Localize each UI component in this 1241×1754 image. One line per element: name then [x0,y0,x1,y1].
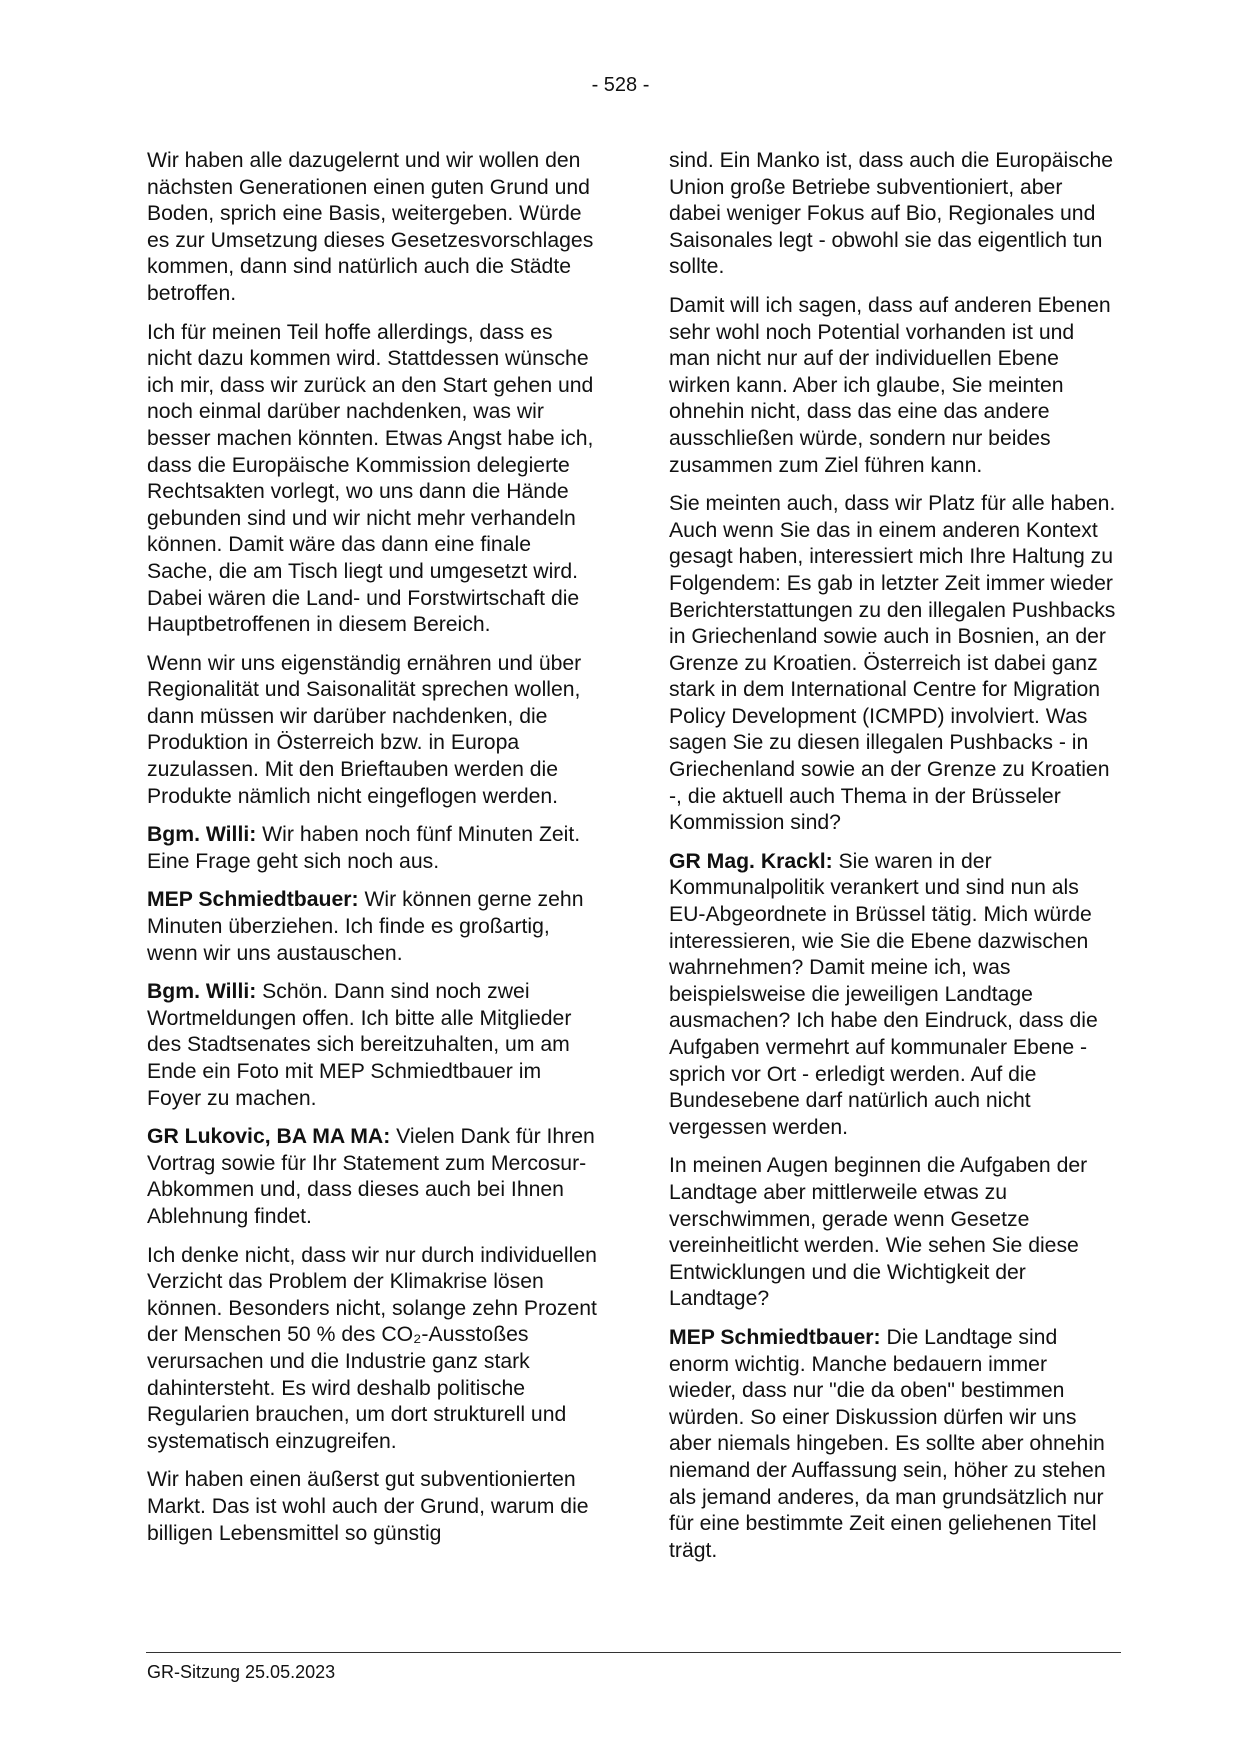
speaker-paragraph [669,1325,1119,1564]
speaker-name: Bgm. Willi: [147,823,257,847]
paragraph-text: Damit will ich sagen, dass auf anderen Ebenen sehr wohl noch Potential vorhanden ist und man nicht nur auf der individuellen Ebene wirken kann. Aber ich glaube, Sie meinten ohnehin nicht, dass das eine das andere ausschließen würde, sondern nur beides zusammen zum Ziel führen kann. [669,293,1111,477]
paragraph [147,320,597,639]
paragraph-text: Ich denke nicht, dass wir nur durch individuellen Verzicht das Problem der Klimakrise lösen können. Besonders nicht, solange zehn Prozent der Menschen 50 % des CO₂-Ausstoßes verursachen und die Industrie ganz stark dahintersteht. Es wird deshalb politische Regularien brauchen, um dort strukturell und systematisch einzugreifen. [147,1243,597,1453]
paragraph-text: Sie waren in der Kommunalpolitik verankert und sind nun als EU-Abgeordnete in Brüssel tätig. Mich würde interessieren, wie Sie die Ebene dazwischen wahrnehmen? Damit meine ich, was beispielsweise die jeweiligen Landtage ausmachen? Ich habe den Eindruck, dass die Aufgaben vermehrt auf kommunaler Ebene - sprich vor Ort - erledigt werden. Auf die Bundesebene darf natürlich auch nicht vergessen werden. [669,849,1098,1139]
right-column [669,148,1119,1576]
paragraph [147,148,597,308]
paragraph-text: Vielen Dank für Ihren Vortrag sowie für Ihr Statement zum Mercosur-Abkommen und, dass dieses auch bei Ihnen Ablehnung findet. [147,1125,595,1228]
paragraph [669,148,1119,281]
speaker-name: MEP Schmiedtbauer: [147,888,359,912]
speaker-name: MEP Schmiedtbauer: [669,1325,881,1349]
paragraph-text: Sie meinten auch, dass wir Platz für alle haben. Auch wenn Sie das in einem anderen Kontext gesagt haben, interessiert mich Ihre Haltung zu Folgendem: Es gab in letzter Zeit immer wieder Berichterstattungen zu den illegalen Pushbacks in Griechenland sowie auch in Bosnien, an der Grenze zu Kroatien. Österreich ist dabei ganz stark in dem International Centre for Migration Policy Development (ICMPD) involviert. Was sagen Sie zu diesen illegalen Pushbacks - in Griechenland sowie an der Grenze zu Kroatien -, die aktuell auch Thema in der Brüsseler Kommission sind? [669,492,1116,835]
paragraph [147,1243,597,1456]
paragraph-text: Wir haben alle dazugelernt und wir wollen den nächsten Generationen einen guten Grund und Boden, sprich eine Basis, weitergeben. Würde es zur Umsetzung dieses Gesetzesvorschlages kommen, dann sind natürlich auch die Städte betroffen. [147,149,594,305]
paragraph [669,491,1119,837]
paragraph [669,1153,1119,1313]
paragraph-text: Ich für meinen Teil hoffe allerdings, dass es nicht dazu kommen wird. Stattdessen wünsche ich mir, dass wir zurück an den Start gehen und noch einmal darüber nachdenken, was wir besser machen könnten. Etwas Angst habe ich, dass die Europäische Kommission delegierte Rechtsakten vorlegt, wo uns dann die Hände gebunden sind und wir nicht mehr verhandeln können. Damit wäre das dann eine finale Sache, die am Tisch liegt und umgesetzt wird. Dabei wären die Land- und Forstwirtschaft die Hauptbetroffenen in diesem Bereich. [147,320,594,637]
footer-divider [146,1652,1121,1653]
paragraph-text: Schön. Dann sind noch zwei Wortmeldungen offen. Ich bitte alle Mitglieder des Stadtsenates sich bereitzuhalten, um am Ende ein Foto mit MEP Schmiedtbauer im Foyer zu machen. [147,980,572,1110]
paragraph-text: Die Landtage sind enorm wichtig. Manche bedauern immer wieder, dass nur "die da oben" bestimmen würden. So einer Diskussion dürfen wir uns aber niemals hingeben. Es sollte aber ohnehin niemand der Auffassung sein, höher zu stehen als jemand anderes, da man grundsätzlich nur für eine bestimmte Zeit einen geliehenen Titel trägt. [669,1325,1106,1562]
speaker-paragraph [147,979,597,1112]
speaker-paragraph [147,1124,597,1230]
paragraph-text: Wir können gerne zehn Minuten überziehen. Ich finde es großartig, wenn wir uns austauschen. [147,888,584,965]
footer-session-date: GR-Sitzung 25.05.2023 [147,1662,336,1682]
paragraph-text: Wir haben noch fünf Minuten Zeit. Eine Frage geht sich noch aus. [147,823,581,873]
paragraph-text: In meinen Augen beginnen die Aufgaben der Landtage aber mittlerweile etwas zu verschwimmen, gerade wenn Gesetze vereinheitlicht werden. Wie sehen Sie diese Entwicklungen und die Wichtigkeit der Landtage? [669,1154,1088,1311]
page-number: - 528 - [591,74,650,96]
speaker-paragraph [669,849,1119,1142]
speaker-paragraph [147,822,597,875]
paragraph [147,651,597,811]
paragraph-text: sind. Ein Manko ist, dass auch die Europäische Union große Betriebe subventioniert, aber dabei weniger Fokus auf Bio, Regionales und Saisonales legt - obwohl sie das eigentlich tun sollte. [669,149,1114,279]
paragraph-text: Wenn wir uns eigenständig ernähren und über Regionalität und Saisonalität sprechen wollen, dann müssen wir darüber nachdenken, die Produktion in Österreich bzw. in Europa zuzulassen. Mit den Brieftauben werden die Produkte nämlich nicht eingeflogen werden. [147,651,582,808]
paragraph [669,293,1119,479]
paragraph-text: Wir haben einen äußerst gut subventionierten Markt. Das ist wohl auch der Grund, warum die billigen Lebensmittel so günstig [147,1468,589,1545]
speaker-name: Bgm. Willi: [147,980,257,1004]
paragraph [147,1467,597,1547]
speaker-name: GR Lukovic, BA MA MA: [147,1125,391,1149]
speaker-paragraph [147,887,597,967]
speaker-name: GR Mag. Krackl: [669,849,833,873]
left-column [147,148,597,1559]
